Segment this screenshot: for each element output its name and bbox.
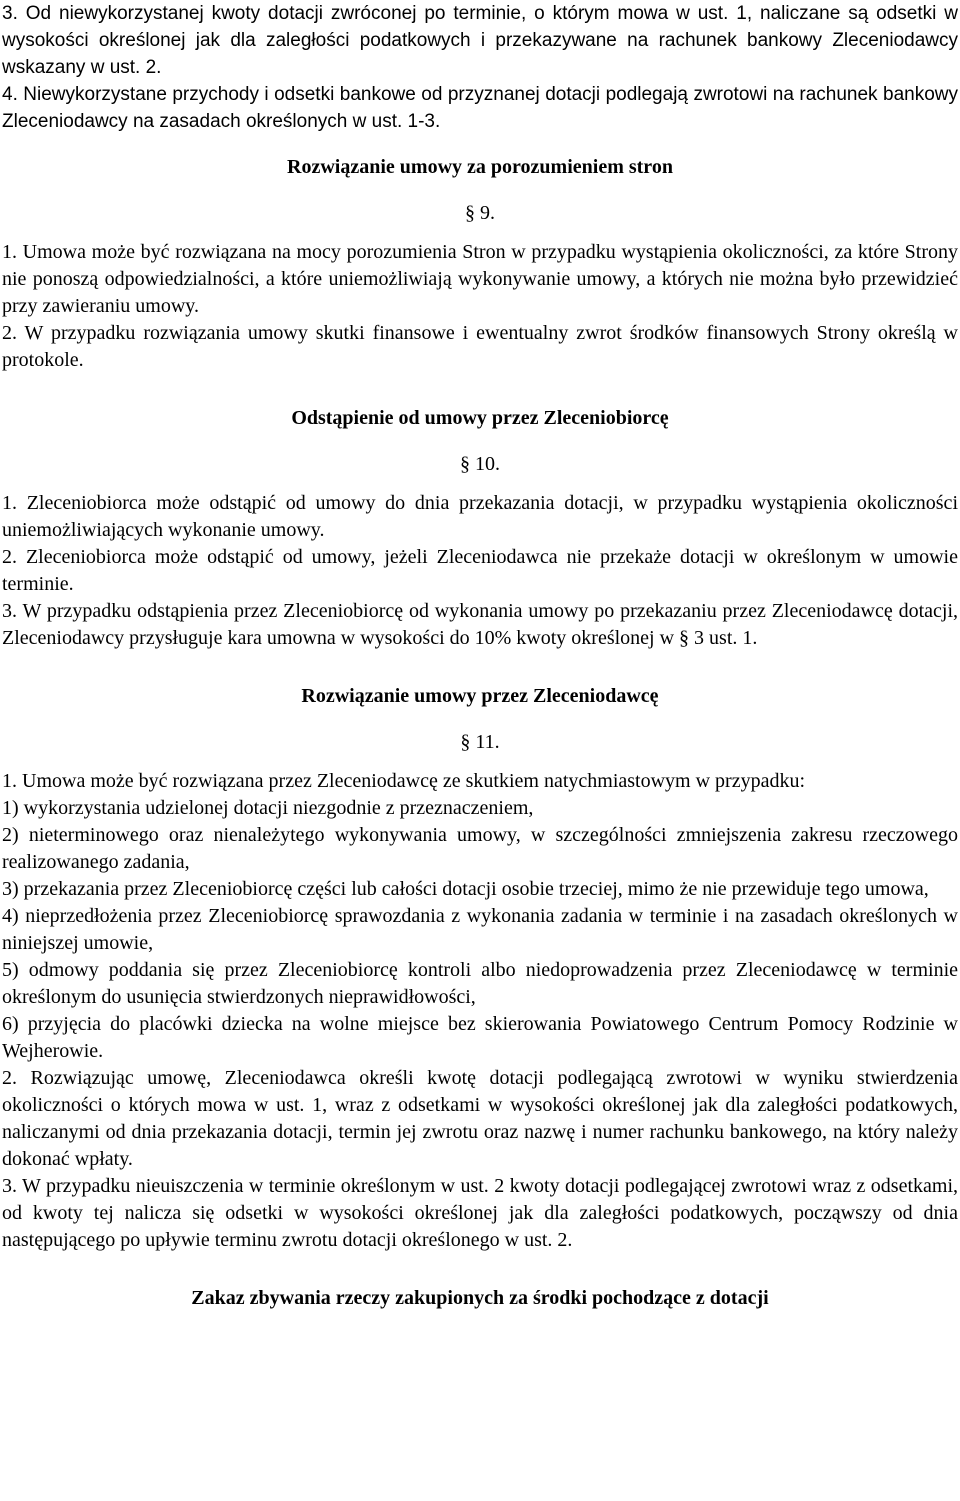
section-9-number: § 9. bbox=[465, 202, 495, 224]
section-11-item-5: 5) odmowy poddania się przez Zleceniobiorcę kontroli albo niedoprowadzenia przez Zleceniodawcę w terminie określonym do usunięcia stwierdzonych nieprawidłowości, bbox=[2, 959, 958, 1008]
section-11-item-3: 3) przekazania przez Zleceniobiorcę części lub całości dotacji osobie trzeciej, mimo że nie przewiduje tego umowa, bbox=[2, 878, 929, 900]
section-10-paragraph-1: 1. Zleceniobiorca może odstąpić od umowy do dnia przekazania dotacji, w przypadku wystąpienia okoliczności uniemożliwiających wykonanie umowy. bbox=[2, 492, 958, 541]
section-11-item-4: 4) nieprzedłożenia przez Zleceniobiorcę sprawozdania z wykonania zadania w terminie i na zasadach określonych w niniejszej umowie, bbox=[2, 905, 958, 954]
section-9-heading: Rozwiązanie umowy za porozumieniem stron bbox=[287, 156, 673, 178]
paragraph-4: 4. Niewykorzystane przychody i odsetki bankowe od przyznanej dotacji podlegają zwrotowi na rachunek bankowy Zleceniodawcy na zasadach określonych w ust. 1-3. bbox=[2, 84, 958, 132]
section-10-heading: Odstąpienie od umowy przez Zleceniobiorcę bbox=[291, 407, 669, 429]
section-12-heading: Zakaz zbywania rzeczy zakupionych za środki pochodzące z dotacji bbox=[191, 1287, 769, 1309]
section-11-item-1: 1) wykorzystania udzielonej dotacji niezgodnie z przeznaczeniem, bbox=[2, 797, 534, 819]
section-11-paragraph-1: 1. Umowa może być rozwiązana przez Zleceniodawcę ze skutkiem natychmiastowym w przypadku: bbox=[2, 770, 806, 792]
section-10-paragraph-2: 2. Zleceniobiorca może odstąpić od umowy, jeżeli Zleceniodawca nie przekaże dotacji w określonym w umowie terminie. bbox=[2, 546, 958, 595]
section-11-item-6: 6) przyjęcia do placówki dziecka na wolne miejsce bez skierowania Powiatowego Centrum Pomocy Rodzinie w Wejherowie. bbox=[2, 1013, 958, 1062]
section-10-number: § 10. bbox=[460, 453, 500, 475]
section-11-number: § 11. bbox=[460, 731, 500, 753]
section-9-paragraph-2: 2. W przypadku rozwiązania umowy skutki finansowe i ewentualny zwrot środków finansowych Strony określą w protokole. bbox=[2, 322, 958, 371]
section-11-paragraph-3: 3. W przypadku nieuiszczenia w terminie określonym w ust. 2 kwoty dotacji podlegającej zwrotowi wraz z odsetkami, od kwoty tej nalicza się odsetki w wysokości określonej jak dla zaległości podatkowych, począwszy od dnia następującego po upływie terminu zwrotu dotacji określonego w ust. 2. bbox=[2, 1175, 958, 1251]
section-9-paragraph-1: 1. Umowa może być rozwiązana na mocy porozumienia Stron w przypadku wystąpienia okoliczności, za które Strony nie ponoszą odpowiedzialności, a które uniemożliwiają wykonywanie umowy, a których nie można było przewidzieć przy zawieraniu umowy. bbox=[2, 241, 958, 317]
paragraph-3: 3. Od niewykorzystanej kwoty dotacji zwróconej po terminie, o którym mowa w ust. 1, naliczane są odsetki w wysokości określonej jak dla zaległości podatkowych i przekazywane na rachunek bankowy Zleceniodawcy wskazany w ust. 2. bbox=[2, 3, 958, 78]
section-11-item-2: 2) nieterminowego oraz nienależytego wykonywania umowy, w szczególności zmniejszenia zakresu rzeczowego realizowanego zadania, bbox=[2, 824, 958, 873]
section-11-paragraph-2: 2. Rozwiązując umowę, Zleceniodawca określi kwotę dotacji podlegającą zwrotowi w wyniku stwierdzenia okoliczności o których mowa w ust. 1, wraz z odsetkami w wysokości określonej jak dla zaległości podatkowych, naliczanymi od dnia przekazania dotacji, termin jej zwrotu oraz nazwę i numer rachunku bankowego, na który należy dokonać wpłaty. bbox=[2, 1067, 958, 1170]
section-11-heading: Rozwiązanie umowy przez Zleceniodawcę bbox=[301, 685, 659, 707]
section-10-paragraph-3: 3. W przypadku odstąpienia przez Zleceniobiorcę od wykonania umowy po przekazaniu przez Zleceniodawcę dotacji, Zleceniodawcy przysługuje kara umowna w wysokości do 10% kwoty określonej w § 3 ust. 1. bbox=[2, 600, 958, 649]
